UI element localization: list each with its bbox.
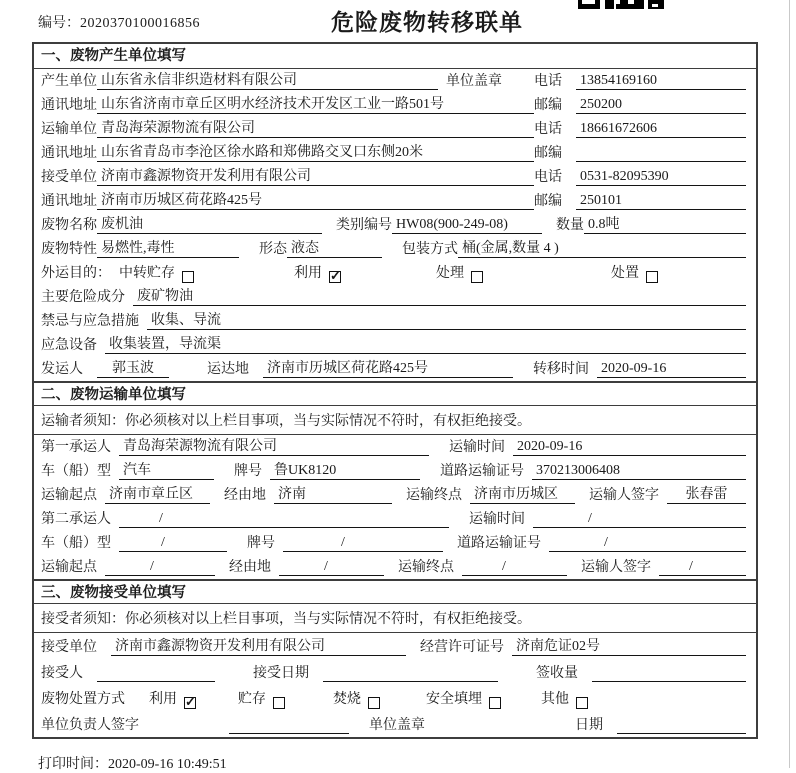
consignor-label: 发运人	[41, 362, 83, 377]
equipment-row	[34, 333, 756, 357]
received-qty-value	[592, 665, 746, 682]
via2-value: /	[279, 559, 384, 576]
waste-name-row	[34, 213, 756, 237]
via1-value: 济南	[274, 483, 392, 504]
incinerate-checkbox	[368, 697, 380, 709]
hazard-value: 废矿物油	[133, 285, 746, 306]
landfill-checkbox	[489, 697, 501, 709]
purpose-row	[34, 261, 756, 285]
time1-value: 2020-09-16	[513, 439, 746, 456]
producer-label: 产生单位	[41, 74, 97, 89]
license2-label: 道路运输证号	[457, 536, 541, 551]
date-label: 日期	[575, 718, 603, 733]
print-time	[38, 753, 227, 773]
transporter-address-row	[34, 141, 756, 165]
waste-character-row	[34, 237, 756, 261]
utilize-checkbox: ✓	[330, 268, 341, 283]
zip-label: 邮编	[534, 146, 562, 161]
acceptor-row	[34, 659, 756, 685]
waste-name-label: 废物名称	[41, 218, 97, 233]
carrier1-value: 青岛海荣源物流有限公司	[119, 435, 429, 456]
purpose-option-label: 利用	[294, 266, 322, 281]
destination-value: 济南市历城区荷花路425号	[263, 357, 513, 378]
plate2-label: 牌号	[247, 536, 275, 551]
sign2-label: 运输人签字	[581, 560, 651, 575]
hazard-label: 主要危险成分	[41, 290, 125, 305]
phone-label: 电话	[534, 122, 562, 137]
receiver-notice: 接受者须知：你必须核对以上栏目事项，当与实际情况不符时，有权拒绝接受。	[34, 604, 756, 633]
disposal-option-label: 其他	[541, 692, 569, 707]
receiver-address-row	[34, 189, 756, 213]
first-carrier-row	[34, 435, 756, 459]
plate2-value: /	[283, 535, 443, 552]
stamp-label: 单位盖章	[446, 74, 502, 89]
vehicle1-value: 汽车	[119, 459, 214, 480]
taboo-label: 禁忌与应急措施	[41, 314, 139, 329]
via2-label: 经由地	[229, 560, 271, 575]
license2-value: /	[549, 535, 746, 552]
serial-value: 2020370100016856	[80, 16, 200, 31]
route1-row	[34, 483, 756, 507]
purpose-option-label: 处置	[611, 266, 639, 281]
phone-label: 电话	[534, 170, 562, 185]
packing-value: 桶(金属,数量 4 )	[458, 237, 746, 258]
accept-date-value	[323, 665, 498, 682]
reuse-checkbox: ✓	[185, 694, 196, 709]
head-sign-row	[34, 711, 756, 737]
disposal-method-row	[34, 685, 756, 711]
second-carrier-row	[34, 507, 756, 531]
producer-address-value: 山东省济南市章丘区明水经济技术开发区工业一路501号	[97, 93, 534, 114]
end2-label: 运输终点	[398, 560, 454, 575]
serial-number	[38, 12, 200, 32]
end1-label: 运输终点	[406, 488, 462, 503]
receiver-phone-value: 0531-82095390	[576, 169, 746, 186]
accept-unit-row	[34, 633, 756, 659]
transporter-zip-value	[576, 145, 746, 162]
origin2-label: 运输起点	[41, 560, 97, 575]
transporter-phone-value: 18661672606	[576, 121, 746, 138]
zip-label: 邮编	[534, 98, 562, 113]
vehicle1-row	[34, 459, 756, 483]
character-label: 废物特性	[41, 242, 97, 257]
accept-unit-label: 接受单位	[41, 640, 97, 655]
receiver-address-value: 济南市历城区荷花路425号	[97, 189, 534, 210]
origin1-label: 运输起点	[41, 488, 97, 503]
disposal-option-label: 利用	[149, 692, 177, 707]
address-label: 通讯地址	[41, 98, 97, 113]
permit-label: 经营许可证号	[420, 640, 504, 655]
vehicle2-value: /	[119, 535, 227, 552]
vehicle2-label: 车（船）型	[41, 536, 111, 551]
qr-block	[605, 0, 614, 9]
hazard-row	[34, 285, 756, 309]
acceptor-label: 接受人	[41, 666, 83, 681]
qr-code-fragment	[578, 0, 664, 9]
phone-label: 电话	[534, 74, 562, 89]
qr-block	[652, 4, 658, 7]
qr-block	[634, 0, 644, 5]
disposal-label: 废物处置方式	[41, 692, 125, 707]
equipment-value: 收集装置，导流渠	[105, 333, 746, 354]
via1-label: 经由地	[224, 488, 266, 503]
purpose-label: 外运目的：	[41, 266, 111, 281]
section1-header: 一、废物产生单位填写	[34, 44, 756, 69]
permit-value: 济南危证02号	[512, 635, 746, 656]
form-table	[32, 42, 758, 739]
head-sign-value	[229, 717, 349, 734]
transporter-row	[34, 117, 756, 141]
end1-value: 济南市历城区	[470, 483, 575, 504]
category-label: 类别编号	[336, 218, 392, 233]
qr-block	[582, 0, 595, 4]
quantity-value: 0.8吨	[584, 213, 746, 234]
receiver-row	[34, 165, 756, 189]
transporter-label: 运输单位	[41, 122, 97, 137]
form-header	[0, 0, 796, 42]
license1-label: 道路运输证号	[440, 464, 524, 479]
form-value: 液态	[287, 237, 382, 258]
sign1-value: 张春雷	[667, 483, 746, 504]
origin1-value: 济南市章丘区	[105, 483, 210, 504]
address-label: 通讯地址	[41, 146, 97, 161]
treat-checkbox	[471, 271, 483, 283]
purpose-option-label: 中转贮存	[119, 266, 175, 281]
section2-header: 二、废物运输单位填写	[34, 381, 756, 406]
qr-block	[620, 0, 628, 5]
page-title: 危险废物转移联单	[331, 10, 523, 35]
receiver-label: 接受单位	[41, 170, 97, 185]
destination-label: 运达地	[207, 362, 249, 377]
origin2-value: /	[105, 559, 215, 576]
dispose-checkbox	[646, 271, 658, 283]
transfer-date-label: 转移时间	[533, 362, 589, 377]
other-checkbox	[576, 697, 588, 709]
head-sign-label: 单位负责人签字	[41, 718, 139, 733]
character-value: 易燃性,毒性	[97, 237, 239, 258]
transfer-date-value: 2020-09-16	[597, 361, 746, 378]
disposal-option-label: 贮存	[238, 692, 266, 707]
quantity-label: 数量	[556, 218, 584, 233]
transporter-address-value: 山东省青岛市李沧区徐水路和郑佛路交叉口东侧20米	[97, 141, 534, 162]
sign2-value: /	[659, 559, 746, 576]
print-time-label: 打印时间：	[38, 757, 108, 772]
producer-row	[34, 69, 756, 93]
equipment-label: 应急设备	[41, 338, 97, 353]
purpose-option-label: 处理	[436, 266, 464, 281]
vehicle1-label: 车（船）型	[41, 464, 111, 479]
carrier2-label: 第二承运人	[41, 512, 111, 527]
producer-zip-value: 250200	[576, 97, 746, 114]
route2-row	[34, 555, 756, 579]
license1-value: 370213006408	[532, 463, 746, 480]
vehicle2-row	[34, 531, 756, 555]
receiver-zip-value: 250101	[576, 193, 746, 210]
acceptor-value	[97, 665, 215, 682]
sign1-label: 运输人签字	[589, 488, 659, 503]
producer-address-row	[34, 93, 756, 117]
consignor-row	[34, 357, 756, 381]
waste-name-value: 废机油	[97, 213, 322, 234]
zip-label: 邮编	[534, 194, 562, 209]
received-qty-label: 签收量	[536, 666, 578, 681]
producer-value: 山东省永信非织造材料有限公司	[97, 69, 438, 90]
disposal-option-label: 焚烧	[333, 692, 361, 707]
plate1-label: 牌号	[234, 464, 262, 479]
page-edge-line	[789, 0, 790, 768]
time2-value: /	[533, 511, 746, 528]
address-label: 通讯地址	[41, 194, 97, 209]
section3-header: 三、废物接受单位填写	[34, 579, 756, 604]
taboo-row	[34, 309, 756, 333]
disposal-option-label: 安全填埋	[426, 692, 482, 707]
stamp-label: 单位盖章	[369, 718, 425, 733]
time1-label: 运输时间	[449, 440, 505, 455]
accept-date-label: 接受日期	[253, 666, 309, 681]
plate1-value: 鲁UK8120	[270, 459, 420, 480]
storage-checkbox	[273, 697, 285, 709]
category-value: HW08(900-249-08)	[392, 217, 542, 234]
time2-label: 运输时间	[469, 512, 525, 527]
print-time-value: 2020-09-16 10:49:51	[108, 757, 227, 772]
transporter-value: 青岛海荣源物流有限公司	[97, 117, 534, 138]
transfer-storage-checkbox	[182, 271, 194, 283]
consignor-value: 郭玉波	[97, 357, 169, 378]
carrier2-value: /	[119, 511, 449, 528]
form-label: 形态	[259, 242, 287, 257]
accept-unit-value: 济南市鑫源物资开发利用有限公司	[111, 635, 406, 656]
packing-label: 包装方式	[402, 242, 458, 257]
end2-value: /	[462, 559, 567, 576]
carrier1-label: 第一承运人	[41, 440, 111, 455]
receiver-value: 济南市鑫源物资开发利用有限公司	[97, 165, 534, 186]
producer-phone-value: 13854169160	[576, 73, 746, 90]
date-value	[617, 717, 746, 734]
taboo-value: 收集、导流	[147, 309, 746, 330]
transporter-notice: 运输者须知：你必须核对以上栏目事项，当与实际情况不符时，有权拒绝接受。	[34, 406, 756, 435]
serial-label: 编号：	[38, 16, 80, 31]
